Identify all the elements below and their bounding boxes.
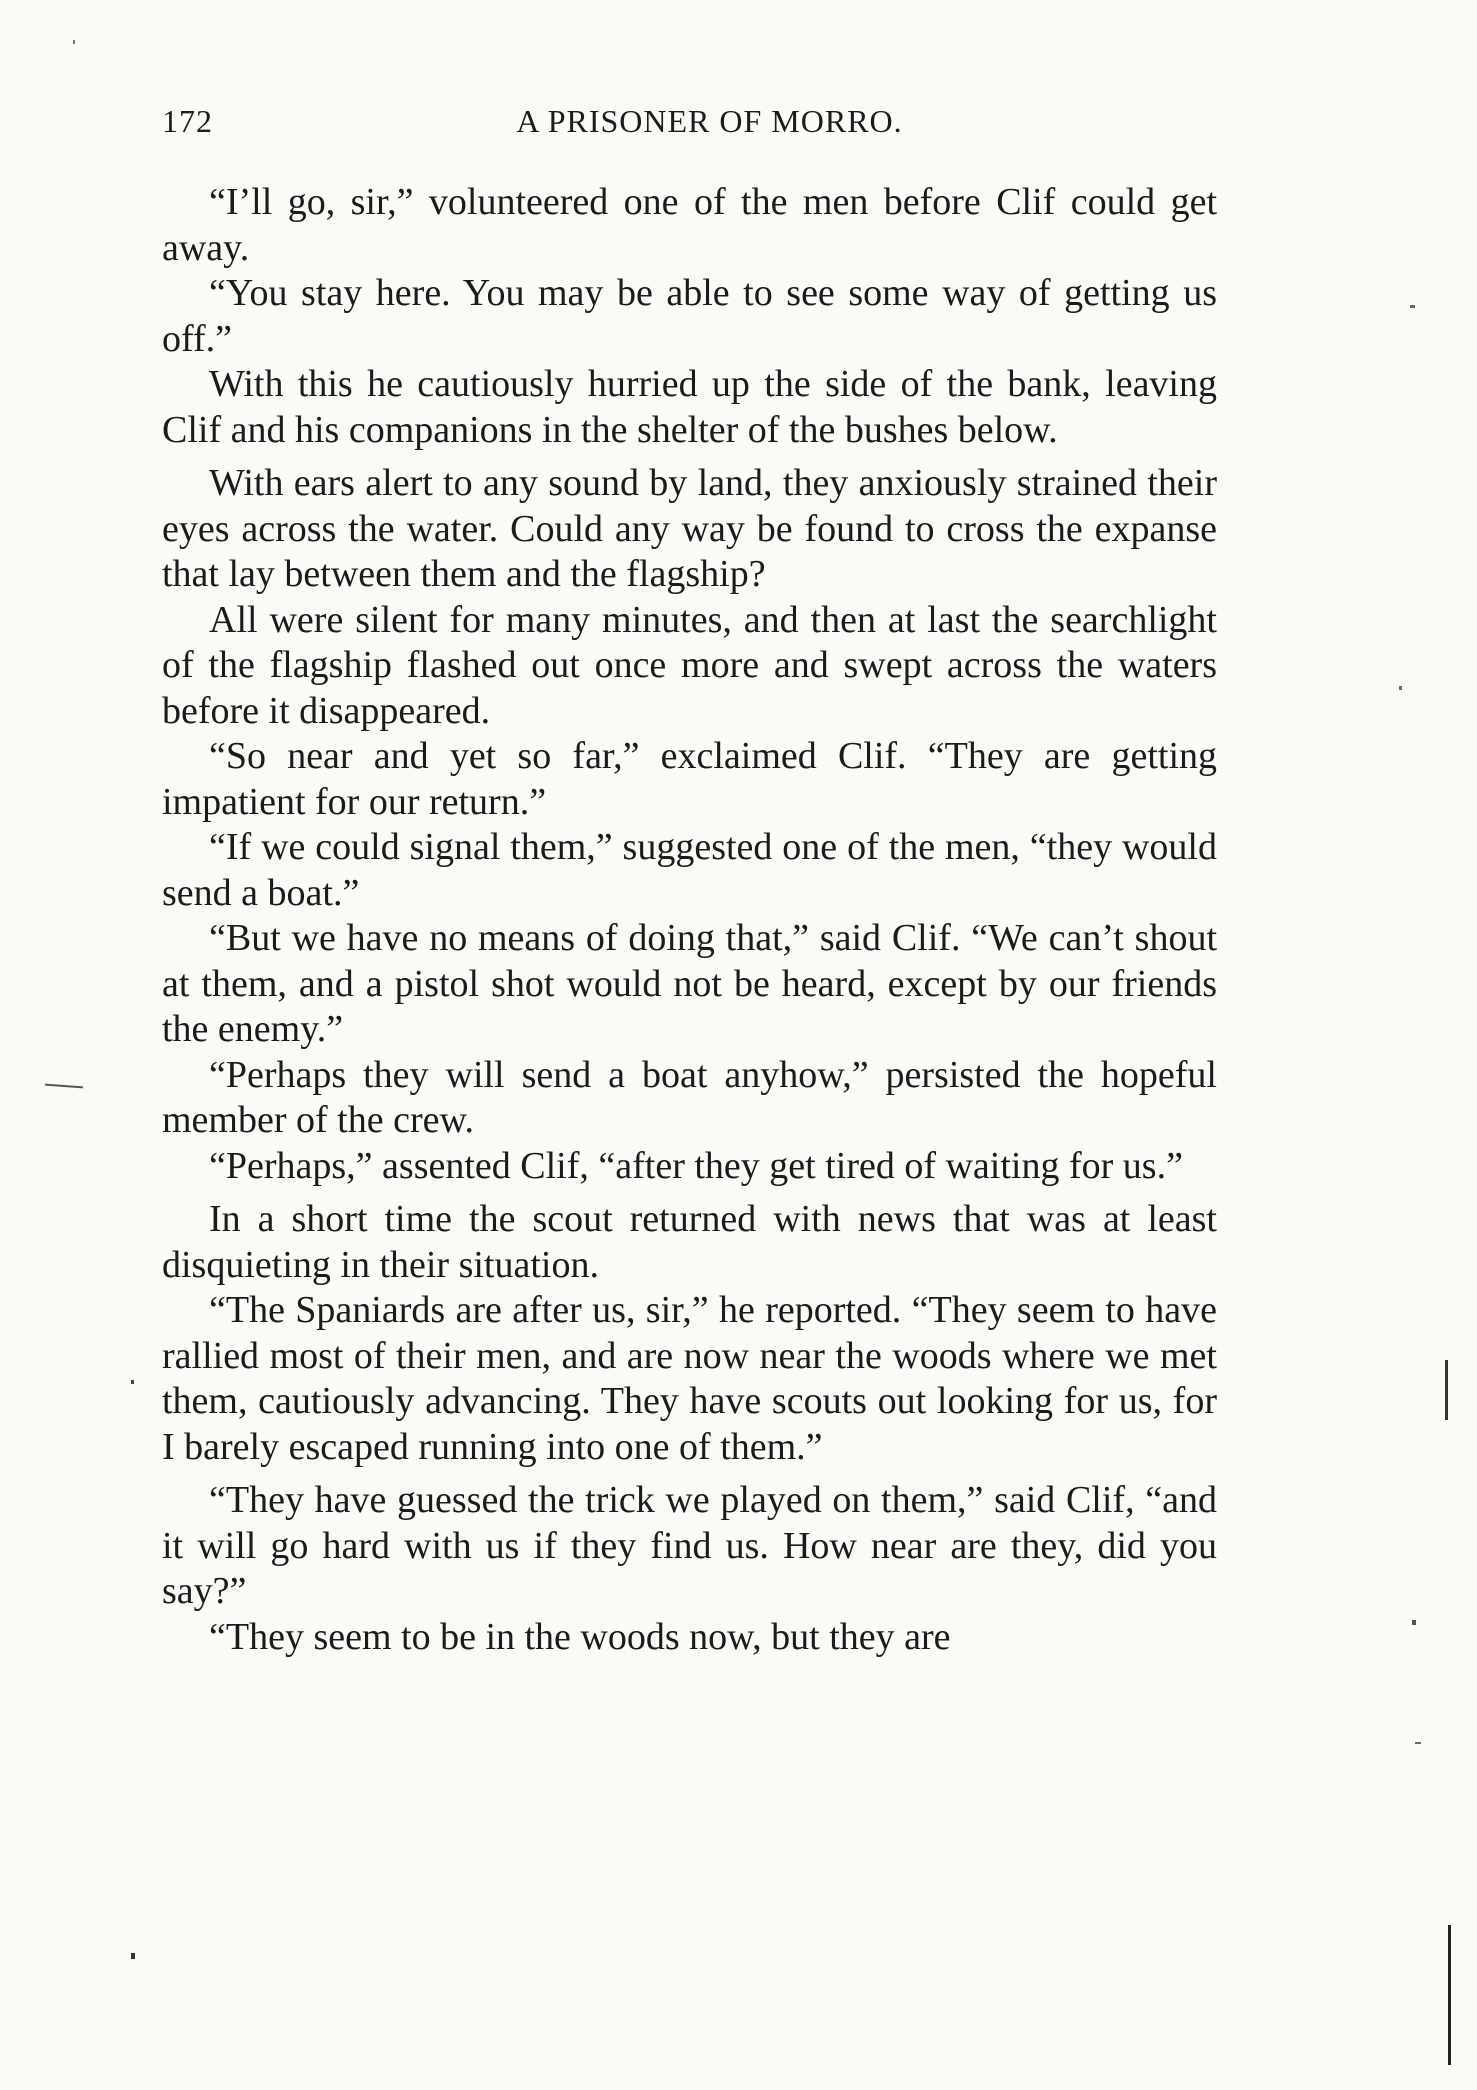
paragraph: “The Spaniards are after us, sir,” he reported. “They seem to have rallied most of their men, and are now near the woods where we met them, cautiously advancing. They have scouts out looking for us, for I barely escaped running into one of them.” [162, 1289, 1217, 1468]
paragraph: “Perhaps they will send a boat anyhow,” persisted the hopeful member of the crew. [162, 1053, 1217, 1141]
scan-speck [131, 1953, 135, 1959]
page-header [162, 103, 1217, 147]
paragraph: With this he cautiously hurried up the side of the bank, leaving Clif and his companions in the shelter of the bushes below. [162, 363, 1217, 451]
paragraph: “They seem to be in the woods now, but they are [209, 1615, 951, 1658]
paragraph: In a short time the scout returned with news that was at least disquieting in their situation. [162, 1198, 1217, 1286]
scan-speck [1412, 1620, 1416, 1625]
body-text [162, 180, 1217, 1660]
paragraph: “They have guessed the trick we played on them,” said Clif, “and it will go hard with us if they find us. How near are they, did you say?” [162, 1479, 1217, 1612]
paragraph: “But we have no means of doing that,” said Clif. “We can’t shout at them, and a pistol shot would not be heard, except by our friends the enemy.” [162, 917, 1217, 1050]
scan-speck [1410, 305, 1415, 308]
scan-speck [73, 40, 75, 44]
scan-speck [131, 1380, 134, 1384]
scan-speck [1415, 1742, 1421, 1744]
running-title: A PRISONER OF MORRO. [516, 103, 903, 139]
scan-speck [1399, 686, 1402, 690]
paragraph: “If we could signal them,” suggested one of the men, “they would send a boat.” [162, 826, 1217, 914]
scan-speck [1445, 1360, 1448, 1420]
scan-speck [1448, 1925, 1451, 2065]
scan-speck [45, 1084, 83, 1089]
paragraph: “So near and yet so far,” exclaimed Clif. “They are getting impatient for our return.” [162, 735, 1217, 823]
paragraph: “You stay here. You may be able to see some way of getting us off.” [162, 272, 1217, 360]
paragraph: “Perhaps,” assented Clif, “after they get tired of waiting for us.” [209, 1144, 1183, 1187]
paragraph: “I’ll go, sir,” volunteered one of the men before Clif could get away. [162, 181, 1217, 269]
paragraph: All were silent for many minutes, and then at last the searchlight of the flagship flashed out once more and swept across the waters before it disappeared. [162, 598, 1217, 732]
page-number: 172 [162, 103, 213, 139]
paragraph: With ears alert to any sound by land, they anxiously strained their eyes across the water. Could any way be found to cross the expanse that lay between them and the flagship? [162, 462, 1217, 595]
